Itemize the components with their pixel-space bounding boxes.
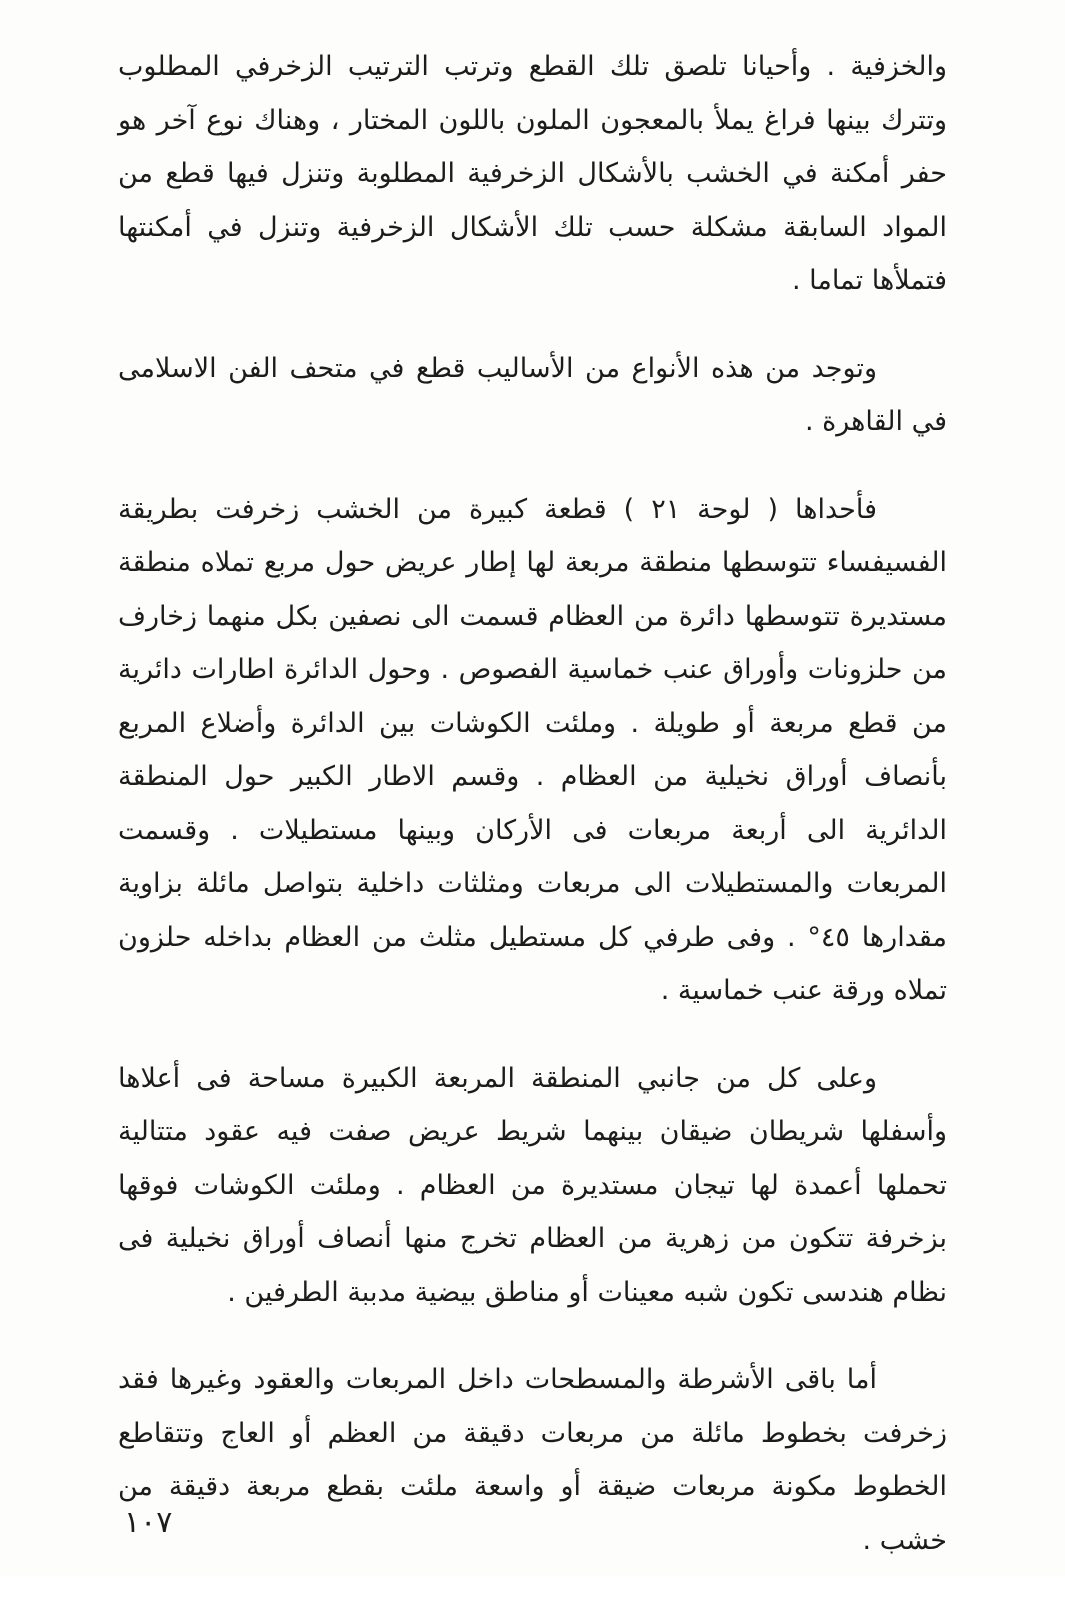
- paragraph-2: وتوجد من هذه الأنواع من الأساليب قطع في متحف الفن الاسلامى في القاهرة .: [118, 352, 947, 437]
- paragraph-1: والخزفية . وأحيانا تلصق تلك القطع وترتب الترتيب الزخرفي المطلوب وتترك بينها فراغ يملأ بالمعجون الملون باللون المختار ، وهناك نوع آخر هو حفر أمكنة في الخشب بالأشكال الزخرفية المطلوبة وتنزل فيها قطع من المواد السابقة مشكلة حسب تلك الأشكال الزخرفية وتنزل في أمكنتها فتملأها تماما .: [118, 51, 947, 296]
- body-text: [118, 40, 947, 1601]
- paragraph-4: وعلى كل من جانبي المنطقة المربعة الكبيرة مساحة فى أعلاها وأسفلها شريطان ضيقان بينهما شريط عريض صفت فيه عقود متتالية تحملها أعمدة لها تيجان مستديرة من العظام . وملئت الكوشات فوقها بزخرفة تتكون من زهرية من العظام تخرج منها أنصاف أوراق نخيلية فى نظام هندسى تكون شبه معينات أو مناطق بيضية مدببة الطرفين .: [118, 1062, 947, 1308]
- page-number: ١٠٧: [124, 1505, 173, 1540]
- paragraph-3: فأحداها ( لوحة ٢١ ) قطعة كبيرة من الخشب زخرفت بطريقة الفسيفساء تتوسطها منطقة مربعة لها إطار عريض حول مربع تملاه منطقة مستديرة تتوسطها دائرة من العظام قسمت الى نصفين بكل منهما زخارف من حلزونات وأوراق عنب خماسية الفصوص . وحول الدائرة اطارات دائرية من قطع مربعة أو طويلة . وملئت الكوشات بين الدائرة وأضلاع المربع بأنصاف أوراق نخيلية من العظام . وقسم الاطار الكبير حول المنطقة الدائرية الى أربعة مربعات فى الأركان وبينها مستطيلات . وقسمت المربعات والمستطيلات الى مربعات ومثلثات داخلية بتواصل مائلة بزاوية مقدارها ٤٥° . وفى طرفي كل مستطيل مثلث من العظام بداخله حلزون تملاه ورقة عنب خماسية .: [118, 493, 947, 1006]
- paragraph-5: أما باقى الأشرطة والمسطحات داخل المربعات والعقود وغيرها فقد زخرفت بخطوط مائلة من مربعات دقيقة من العظم أو العاج وتتقاطع الخطوط مكونة مربعات ضيقة أو واسعة ملئت بقطع مربعة دقيقة من خشب .: [118, 1364, 947, 1556]
